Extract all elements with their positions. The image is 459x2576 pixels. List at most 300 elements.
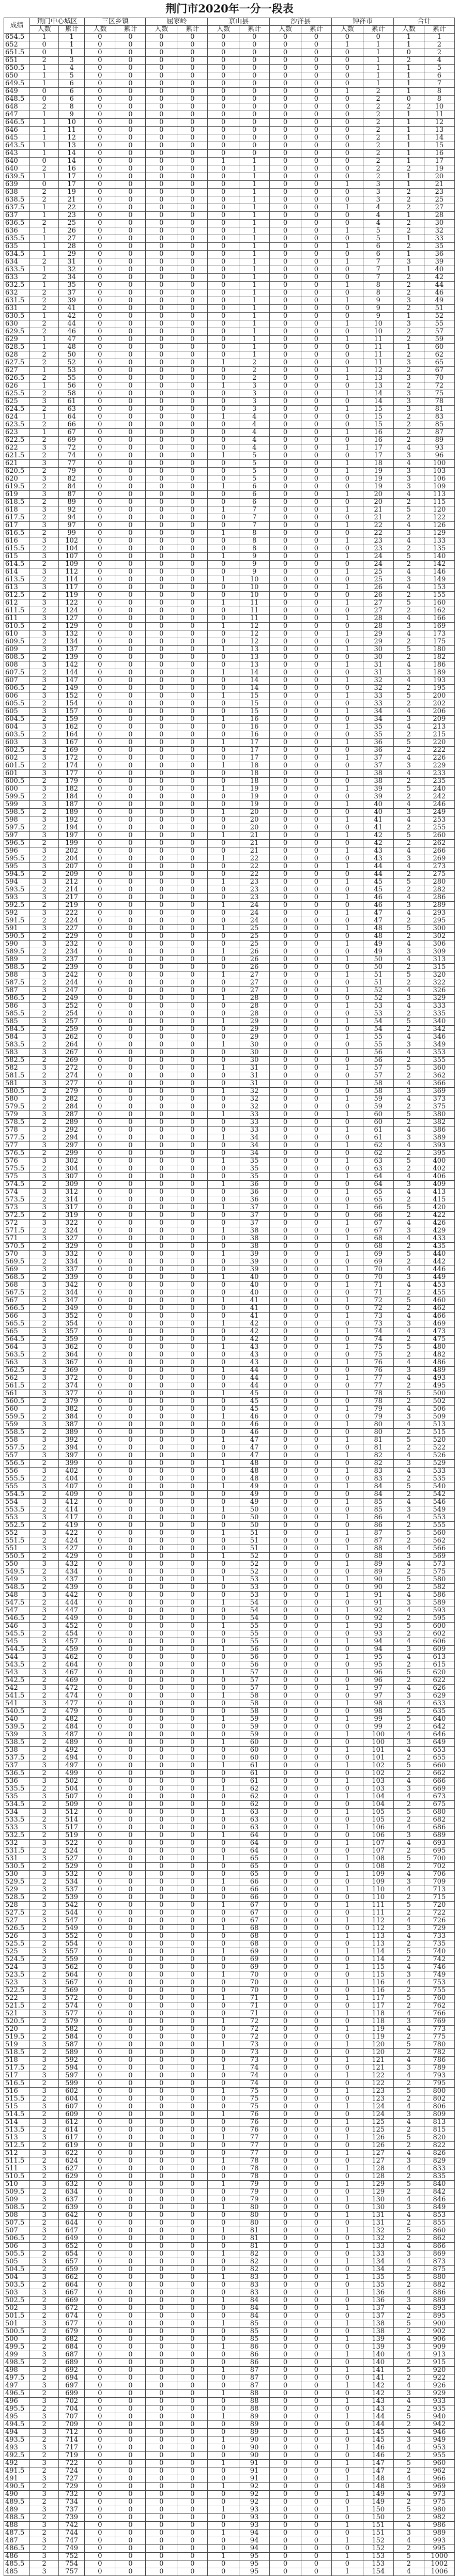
cumulative-cell: 315	[424, 964, 454, 971]
count-cell: 0	[85, 723, 115, 731]
table-row	[4, 1181, 455, 1189]
cumulative-cell: 100	[424, 460, 454, 468]
score-cell: 603.5	[4, 731, 30, 739]
count-cell: 0	[331, 1553, 363, 1561]
score-cell: 578.5	[4, 1119, 30, 1127]
score-cell: 561.5	[4, 1382, 30, 1390]
count-cell: 0	[146, 305, 177, 313]
table-row	[4, 816, 455, 824]
count-cell: 0	[270, 1359, 301, 1367]
count-cell: 1	[393, 212, 424, 220]
cumulative-cell: 0	[115, 1584, 146, 1592]
cumulative-cell: 167	[58, 739, 84, 747]
count-cell: 0	[331, 398, 363, 406]
count-cell: 0	[270, 630, 301, 638]
count-cell: 0	[146, 1692, 177, 1700]
cumulative-cell: 61	[363, 1127, 393, 1134]
count-cell: 0	[208, 1049, 239, 1057]
cumulative-cell: 113	[424, 491, 454, 499]
cumulative-cell: 0	[301, 2421, 331, 2429]
table-row	[4, 1406, 455, 1413]
count-cell: 5	[393, 1390, 424, 1398]
cumulative-cell: 0	[177, 1987, 208, 1995]
cumulative-cell: 0	[177, 2227, 208, 2235]
count-cell: 0	[331, 1429, 363, 1437]
count-cell: 0	[146, 421, 177, 429]
table-row	[4, 1235, 455, 1243]
cumulative-cell: 0	[177, 1189, 208, 1196]
count-cell: 0	[331, 793, 363, 801]
cumulative-cell: 0	[115, 2336, 146, 2343]
score-cell: 607.5	[4, 669, 30, 677]
count-cell: 1	[331, 506, 363, 514]
cumulative-cell: 0	[301, 1235, 331, 1243]
count-cell: 0	[85, 1646, 115, 1654]
cumulative-cell: 0	[115, 801, 146, 809]
count-cell: 2	[30, 2328, 59, 2336]
cumulative-cell: 0	[115, 313, 146, 320]
count-cell: 0	[85, 1359, 115, 1367]
cumulative-cell: 572	[58, 1995, 84, 2002]
count-cell: 0	[85, 2390, 115, 2398]
cumulative-cell: 0	[177, 1274, 208, 1282]
cumulative-cell: 83	[363, 1475, 393, 1483]
count-cell: 3	[30, 1375, 59, 1382]
count-cell: 0	[85, 2436, 115, 2444]
count-cell: 0	[270, 1545, 301, 1553]
count-cell: 1	[393, 88, 424, 96]
cumulative-cell: 0	[115, 1816, 146, 1824]
cumulative-cell: 0	[115, 1057, 146, 1065]
table-row	[4, 545, 455, 553]
table-row	[4, 530, 455, 537]
cumulative-cell: 0	[177, 1638, 208, 1646]
count-cell: 0	[331, 592, 363, 599]
cumulative-cell: 107	[363, 1847, 393, 1855]
cumulative-cell: 0	[115, 1297, 146, 1305]
count-cell: 1	[208, 483, 239, 491]
count-cell: 0	[85, 522, 115, 530]
cumulative-cell: 0	[177, 2080, 208, 2088]
count-cell: 4	[393, 1871, 424, 1878]
cumulative-cell: 742	[424, 1956, 454, 1964]
table-row	[4, 1716, 455, 1723]
count-cell: 0	[85, 2227, 115, 2235]
score-cell: 585	[4, 1018, 30, 1026]
score-cell: 585.5	[4, 1010, 30, 1018]
count-cell: 0	[331, 2343, 363, 2351]
count-cell: 2	[393, 2049, 424, 2057]
count-cell: 2	[393, 2312, 424, 2320]
cumulative-cell: 34	[239, 1150, 270, 1158]
table-row	[4, 1987, 455, 1995]
count-cell: 0	[270, 1770, 301, 1778]
cumulative-cell: 0	[177, 2274, 208, 2281]
count-cell: 0	[208, 1778, 239, 1785]
count-cell: 0	[331, 762, 363, 770]
count-cell: 0	[331, 359, 363, 367]
score-header: 成绩	[4, 18, 30, 34]
count-cell: 0	[270, 460, 301, 468]
count-cell: 2	[30, 390, 59, 398]
count-cell: 0	[270, 2266, 301, 2274]
count-cell: 3	[30, 1065, 59, 1072]
count-cell: 0	[30, 96, 59, 103]
cumulative-cell: 0	[301, 739, 331, 747]
table-row	[4, 266, 455, 274]
cumulative-cell: 529	[58, 1863, 84, 1871]
cumulative-cell: 119	[58, 592, 84, 599]
cumulative-cell: 1	[239, 274, 270, 282]
cumulative-cell: 197	[58, 832, 84, 840]
count-cell: 3	[393, 1041, 424, 1049]
table-row	[4, 700, 455, 708]
cumulative-cell: 0	[301, 1181, 331, 1189]
cumulative-cell: 269	[58, 1057, 84, 1065]
count-cell: 3	[30, 677, 59, 685]
cumulative-cell: 0	[115, 1995, 146, 2002]
cumulative-cell: 0	[177, 1065, 208, 1072]
cumulative-cell: 105	[363, 1809, 393, 1816]
count-cell: 0	[270, 917, 301, 925]
cumulative-cell: 682	[58, 2336, 84, 2343]
cumulative-cell: 0	[115, 344, 146, 351]
cumulative-cell: 0	[115, 762, 146, 770]
cumulative-cell: 52	[58, 359, 84, 367]
count-cell: 0	[146, 1778, 177, 1785]
cumulative-cell: 0	[301, 289, 331, 297]
cumulative-cell: 0	[115, 1065, 146, 1072]
cumulative-cell: 0	[177, 2196, 208, 2204]
score-cell: 570.5	[4, 1243, 30, 1251]
count-cell: 1	[30, 243, 59, 251]
cumulative-cell: 11	[239, 615, 270, 623]
count-cell: 0	[85, 1778, 115, 1785]
cumulative-cell: 29	[239, 1018, 270, 1026]
cumulative-cell: 0	[301, 2343, 331, 2351]
count-cell: 2	[30, 1429, 59, 1437]
count-cell: 3	[30, 1220, 59, 1227]
count-cell: 1	[331, 1142, 363, 1150]
count-cell: 2	[30, 576, 59, 584]
cumulative-cell: 68	[239, 1925, 270, 1933]
count-cell: 0	[146, 1243, 177, 1251]
count-cell: 2	[393, 1351, 424, 1359]
cumulative-cell: 0	[115, 2033, 146, 2041]
count-cell: 0	[208, 568, 239, 576]
count-cell: 0	[208, 2405, 239, 2413]
cumulative-cell: 0	[177, 731, 208, 739]
cumulative-cell: 0	[301, 1158, 331, 1165]
count-cell: 3	[393, 390, 424, 398]
score-cell: 595	[4, 863, 30, 871]
cumulative-cell: 664	[58, 2281, 84, 2289]
cumulative-cell: 0	[115, 987, 146, 995]
cumulative-cell: 0	[177, 460, 208, 468]
count-cell: 0	[85, 475, 115, 483]
table-row	[4, 491, 455, 499]
table-row	[4, 1646, 455, 1654]
cumulative-cell: 0	[177, 1809, 208, 1816]
score-cell: 563.5	[4, 1351, 30, 1359]
cumulative-cell: 446	[424, 1266, 454, 1274]
count-cell: 1	[331, 1762, 363, 1770]
cumulative-cell: 81	[239, 2235, 270, 2243]
cumulative-cell: 0	[301, 1119, 331, 1127]
cumulative-cell: 38	[239, 1227, 270, 1235]
count-cell: 4	[393, 1917, 424, 1925]
cumulative-cell: 662	[58, 2274, 84, 2281]
table-row	[4, 1514, 455, 1522]
count-cell: 1	[331, 1638, 363, 1646]
cumulative-cell: 0	[115, 1305, 146, 1313]
cumulative-cell: 0	[115, 1189, 146, 1196]
count-cell: 0	[270, 2088, 301, 2095]
count-cell: 0	[270, 2157, 301, 2165]
cumulative-cell: 0	[115, 1359, 146, 1367]
count-cell: 0	[270, 1413, 301, 1421]
count-cell: 3	[393, 716, 424, 723]
count-cell: 0	[146, 1460, 177, 1468]
cumulative-cell: 0	[115, 1002, 146, 1010]
table-row	[4, 1382, 455, 1390]
cumulative-cell: 0	[177, 1444, 208, 1452]
cumulative-cell: 50	[239, 1506, 270, 1514]
count-cell: 0	[208, 1561, 239, 1568]
group-header: 荆门中心城区	[30, 18, 85, 26]
count-cell: 0	[270, 1832, 301, 1840]
count-cell: 0	[208, 886, 239, 894]
cumulative-cell: 902	[424, 2328, 454, 2336]
cumulative-cell: 349	[424, 1041, 454, 1049]
cumulative-cell: 0	[177, 2204, 208, 2212]
count-cell: 0	[208, 1723, 239, 1731]
count-cell: 2	[30, 1088, 59, 1096]
score-cell: 509.5	[4, 2188, 30, 2196]
count-cell: 3	[393, 2250, 424, 2258]
cumulative-cell: 66	[239, 1886, 270, 1894]
count-cell: 5	[393, 1669, 424, 1677]
cumulative-cell: 15	[239, 700, 270, 708]
count-cell: 1	[331, 1824, 363, 1832]
count-cell: 0	[331, 134, 363, 142]
cumulative-cell: 639	[58, 2204, 84, 2212]
count-cell: 0	[146, 2297, 177, 2305]
score-cell: 511	[4, 2165, 30, 2173]
count-cell: 2	[30, 514, 59, 522]
count-cell: 2	[30, 1940, 59, 1948]
cumulative-cell: 0	[115, 2064, 146, 2072]
count-cell: 4	[393, 754, 424, 762]
count-cell: 2	[393, 1212, 424, 1220]
count-cell: 0	[85, 351, 115, 359]
count-cell: 2	[393, 1661, 424, 1669]
cumulative-cell: 0	[115, 1274, 146, 1282]
cumulative-cell: 0	[301, 1561, 331, 1568]
count-cell: 1	[331, 677, 363, 685]
table-row	[4, 196, 455, 204]
count-cell: 0	[146, 2266, 177, 2274]
cumulative-cell: 0	[301, 2157, 331, 2165]
count-cell: 0	[331, 2018, 363, 2026]
count-cell: 0	[331, 1351, 363, 1359]
count-cell: 0	[146, 840, 177, 847]
cumulative-cell: 0	[177, 1708, 208, 1716]
cumulative-cell: 78	[424, 398, 454, 406]
count-cell: 0	[270, 716, 301, 723]
table-row	[4, 289, 455, 297]
count-cell: 0	[208, 460, 239, 468]
count-cell: 4	[393, 1359, 424, 1367]
count-cell: 0	[146, 894, 177, 902]
count-cell: 0	[208, 592, 239, 599]
cumulative-cell: 399	[58, 1460, 84, 1468]
cumulative-cell: 3	[363, 189, 393, 196]
cumulative-cell: 14	[363, 390, 393, 398]
cumulative-cell: 62	[363, 1150, 393, 1158]
cumulative-cell: 65	[239, 1855, 270, 1863]
cumulative-cell: 846	[424, 2196, 454, 2204]
cumulative-cell: 582	[424, 1584, 454, 1592]
score-cell: 626	[4, 382, 30, 390]
cumulative-cell: 0	[301, 584, 331, 592]
count-cell: 0	[270, 305, 301, 313]
cumulative-cell: 0	[115, 2405, 146, 2413]
count-cell: 4	[393, 770, 424, 778]
cumulative-cell: 0	[301, 561, 331, 568]
cumulative-cell: 269	[424, 855, 454, 863]
count-cell: 2	[393, 1382, 424, 1390]
cumulative-cell: 762	[424, 2002, 454, 2010]
score-cell: 646	[4, 127, 30, 134]
cumulative-cell: 0	[177, 1878, 208, 1886]
score-cell: 569	[4, 1266, 30, 1274]
cumulative-cell: 680	[424, 1809, 454, 1816]
count-cell: 4	[393, 909, 424, 917]
cumulative-cell: 542	[58, 1902, 84, 1909]
count-cell: 2	[30, 452, 59, 460]
cumulative-cell: 0	[177, 1313, 208, 1320]
count-cell: 0	[270, 142, 301, 150]
cumulative-cell: 138	[363, 2320, 393, 2328]
cumulative-cell: 62	[424, 351, 454, 359]
count-cell: 4	[393, 1700, 424, 1708]
cumulative-cell: 375	[424, 1103, 454, 1111]
cumulative-cell: 10	[239, 584, 270, 592]
count-cell: 0	[146, 2413, 177, 2421]
count-cell: 1	[331, 2196, 363, 2204]
count-cell: 2	[393, 561, 424, 568]
count-cell: 0	[270, 1553, 301, 1561]
cumulative-cell: 0	[177, 1344, 208, 1351]
count-cell: 0	[270, 956, 301, 964]
cumulative-cell: 0	[301, 1568, 331, 1576]
score-cell: 576	[4, 1158, 30, 1165]
count-cell: 0	[270, 1235, 301, 1243]
count-cell: 3	[30, 1933, 59, 1940]
cumulative-cell: 0	[301, 840, 331, 847]
cumulative-cell: 607	[58, 2103, 84, 2111]
count-cell: 0	[270, 832, 301, 840]
cumulative-cell: 0	[177, 2188, 208, 2196]
score-cell: 600.5	[4, 778, 30, 785]
cumulative-cell: 75	[239, 2103, 270, 2111]
page-title: 荆门市2020年一分一段表	[165, 2, 294, 15]
cumulative-cell: 76	[239, 2111, 270, 2119]
table-row	[4, 2041, 455, 2049]
cumulative-cell: 0	[301, 2173, 331, 2181]
table-row	[4, 886, 455, 894]
count-cell: 0	[270, 2095, 301, 2103]
cumulative-cell: 282	[58, 1096, 84, 1103]
cumulative-cell: 140	[363, 2351, 393, 2359]
cumulative-cell: 89	[363, 1568, 393, 1576]
count-cell: 2	[393, 282, 424, 289]
cumulative-cell: 0	[301, 2196, 331, 2204]
count-cell: 0	[270, 747, 301, 754]
count-cell: 3	[30, 785, 59, 793]
cumulative-cell: 0	[115, 855, 146, 863]
score-cell: 533.5	[4, 1816, 30, 1824]
cumulative-cell: 709	[424, 1878, 454, 1886]
count-cell: 3	[30, 801, 59, 809]
count-cell: 0	[331, 1444, 363, 1452]
count-cell: 0	[146, 1041, 177, 1049]
table-row	[4, 421, 455, 429]
cumulative-cell: 119	[363, 2033, 393, 2041]
cumulative-cell: 55	[363, 1041, 393, 1049]
cumulative-cell: 73	[363, 1313, 393, 1320]
count-cell: 0	[331, 1227, 363, 1235]
count-cell: 1	[208, 2157, 239, 2165]
count-cell: 2	[30, 731, 59, 739]
count-cell: 3	[30, 553, 59, 561]
count-cell: 1	[331, 1452, 363, 1460]
count-cell: 0	[85, 2173, 115, 2181]
cumulative-cell: 0	[177, 1847, 208, 1855]
score-cell: 498.5	[4, 2359, 30, 2367]
count-cell: 0	[146, 1096, 177, 1103]
count-cell: 0	[270, 1964, 301, 1971]
count-cell: 0	[85, 1002, 115, 1010]
cumulative-cell: 117	[58, 584, 84, 592]
cumulative-cell: 86	[363, 1514, 393, 1522]
score-cell: 607	[4, 677, 30, 685]
count-cell: 0	[146, 2196, 177, 2204]
count-cell: 0	[146, 1561, 177, 1568]
count-cell: 0	[208, 1010, 239, 1018]
score-cell: 500.5	[4, 2328, 30, 2336]
table-row	[4, 2119, 455, 2126]
count-cell: 2	[30, 638, 59, 646]
count-cell: 0	[146, 2103, 177, 2111]
count-cell: 0	[270, 344, 301, 351]
cumulative-cell: 0	[115, 1762, 146, 1770]
cumulative-cell: 31	[58, 258, 84, 266]
cumulative-cell: 802	[424, 2095, 454, 2103]
cumulative-cell: 94	[363, 1646, 393, 1654]
count-cell: 0	[85, 863, 115, 871]
count-cell: 0	[270, 855, 301, 863]
count-cell: 0	[85, 165, 115, 173]
count-cell: 3	[30, 1530, 59, 1537]
count-cell: 3	[30, 1328, 59, 1336]
count-cell: 0	[146, 1654, 177, 1661]
cumulative-cell: 720	[424, 1902, 454, 1909]
cumulative-cell: 85	[239, 2336, 270, 2343]
score-cell: 574	[4, 1189, 30, 1196]
count-cell: 3	[30, 1762, 59, 1770]
